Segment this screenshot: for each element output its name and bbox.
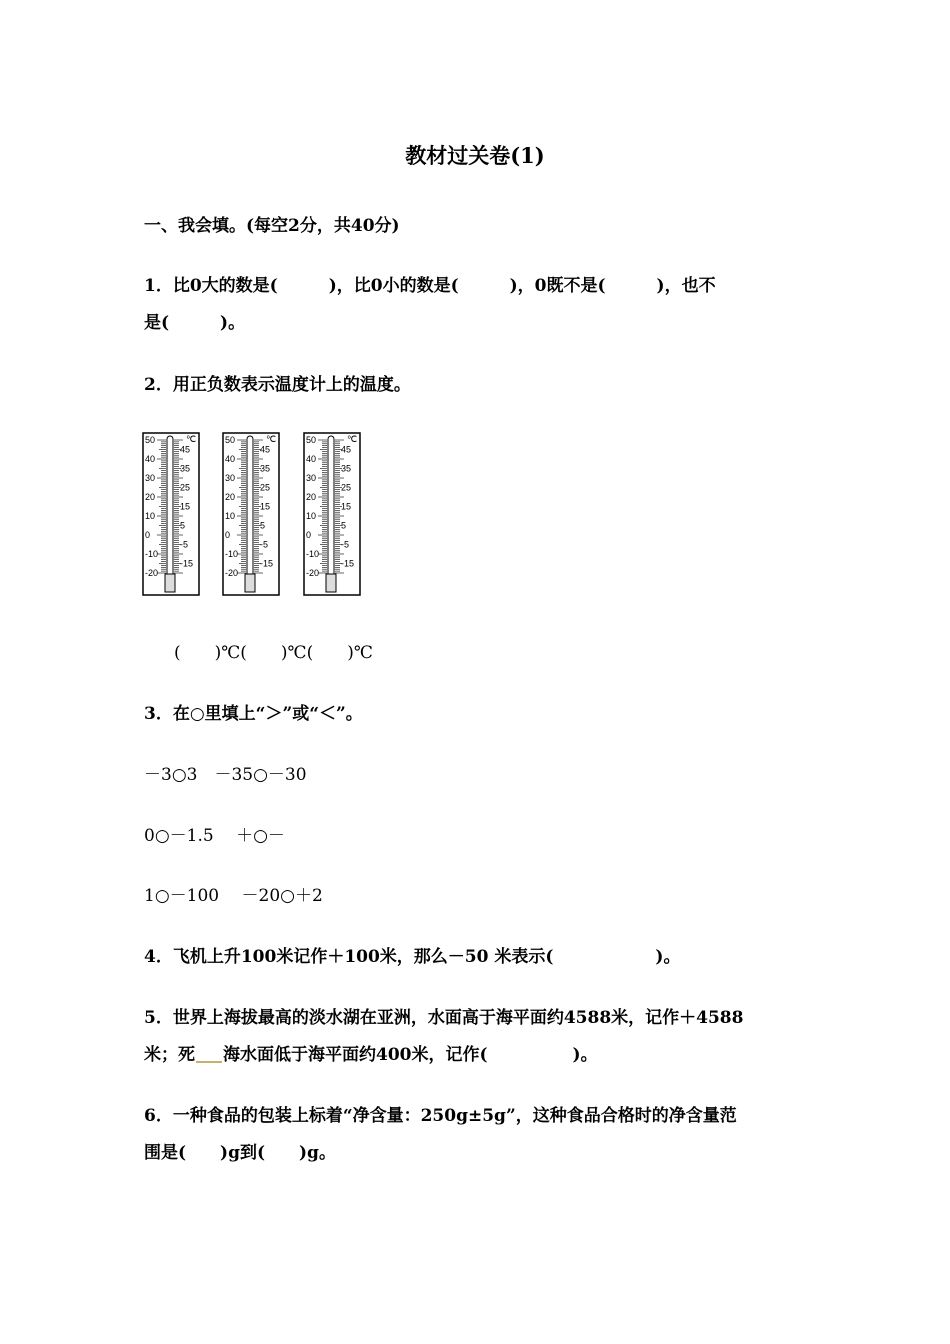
highlight-mark (196, 1061, 222, 1063)
thermometer-bulb (245, 574, 255, 592)
left-scale-label: 20 (145, 492, 156, 502)
unit-label: ℃ (266, 434, 277, 444)
thermometer-bulb (165, 574, 175, 592)
right-scale-label: 25 (180, 482, 191, 493)
left-scale-label: 50 (225, 435, 236, 445)
unit-label: ℃ (186, 434, 197, 444)
thermometer-tube (167, 436, 173, 578)
page-title: 教材过关卷(1) (405, 143, 545, 168)
question-5-text-a: 米；死 (144, 1045, 195, 1065)
left-scale-label: 0 (145, 530, 151, 540)
right-scale-label: 35 (180, 463, 191, 474)
right-scale-label: 15 (341, 501, 352, 512)
right-scale-label: -15 (180, 558, 194, 569)
thermometer-tube (247, 436, 253, 578)
left-scale-label: 30 (145, 473, 156, 483)
thermometer-bulb (326, 574, 336, 592)
left-scale-label: 0 (306, 530, 312, 540)
question-1-line-2: 是( )。 (144, 313, 246, 333)
question-6-line-2: 围是( )g到( )g。 (144, 1143, 336, 1163)
left-scale-label: 40 (306, 454, 317, 464)
left-scale-label: 10 (306, 511, 317, 521)
unit-label: ℃ (347, 434, 358, 444)
left-scale-label: 30 (225, 473, 236, 483)
left-scale-label: -20 (145, 568, 159, 578)
thermometer-2-figure (222, 432, 280, 596)
left-scale-label: -10 (225, 549, 239, 559)
right-scale-label: 25 (260, 482, 271, 493)
right-scale-label: 45 (260, 444, 271, 455)
right-scale-label: -15 (260, 558, 274, 569)
section-heading: 一、我会填。(每空2分，共40分) (144, 216, 400, 236)
question-6-line-1: 6．一种食品的包装上标着“净含量：250g±5g”，这种食品合格时的净含量范 (144, 1106, 737, 1126)
question-3-row-3: 1○－100 －20○＋2 (144, 886, 323, 906)
question-3-row-1: －3○3 －35○－30 (144, 765, 307, 785)
question-3-row-2: 0○－1.5 ＋○－ (144, 826, 285, 846)
right-scale-label: 35 (341, 463, 352, 474)
left-scale-label: 50 (145, 435, 156, 445)
question-1-line-1: 1．比0大的数是( )，比0小的数是( )，0既不是( )，也不 (144, 276, 716, 296)
right-scale-label: -5 (341, 539, 350, 550)
right-scale-label: 15 (180, 501, 191, 512)
left-scale-label: 50 (306, 435, 317, 445)
left-scale-label: 40 (225, 454, 236, 464)
right-scale-label: -5 (180, 539, 189, 550)
right-scale-label: 15 (260, 501, 271, 512)
right-scale-label: -5 (260, 539, 269, 550)
thermometer-tube (328, 436, 334, 578)
question-3: 3．在○里填上“＞”或“＜”。 (144, 704, 363, 724)
right-scale-label: -15 (341, 558, 355, 569)
left-scale-label: -10 (306, 549, 320, 559)
question-2: 2．用正负数表示温度计上的温度。 (144, 375, 411, 395)
thermometer-1-figure (142, 432, 200, 596)
left-scale-label: 0 (225, 530, 231, 540)
right-scale-label: 45 (180, 444, 191, 455)
right-scale-label: 45 (341, 444, 352, 455)
right-scale-label: 5 (180, 520, 186, 531)
left-scale-label: 30 (306, 473, 317, 483)
left-scale-label: 20 (306, 492, 317, 502)
right-scale-label: 5 (341, 520, 347, 531)
left-scale-label: -10 (145, 549, 159, 559)
left-scale-label: 10 (225, 511, 236, 521)
left-scale-label: 10 (145, 511, 156, 521)
thermometer-3-figure (303, 432, 361, 596)
question-5-line-2 (144, 1045, 598, 1065)
right-scale-label: 35 (260, 463, 271, 474)
left-scale-label: 40 (145, 454, 156, 464)
right-scale-label: 5 (260, 520, 266, 531)
question-5-text-b: 海水面低于海平面约400米，记作( )。 (223, 1045, 598, 1065)
question-5-line-1: 5．世界上海拔最高的淡水湖在亚洲，水面高于海平面约4588米，记作＋4588 (144, 1008, 744, 1028)
left-scale-label: -20 (225, 568, 239, 578)
thermometer-answers: ( )℃( )℃( )℃ (174, 643, 373, 663)
question-4: 4．飞机上升100米记作＋100米，那么－50 米表示( )。 (144, 947, 681, 967)
left-scale-label: -20 (306, 568, 320, 578)
left-scale-label: 20 (225, 492, 236, 502)
right-scale-label: 25 (341, 482, 352, 493)
